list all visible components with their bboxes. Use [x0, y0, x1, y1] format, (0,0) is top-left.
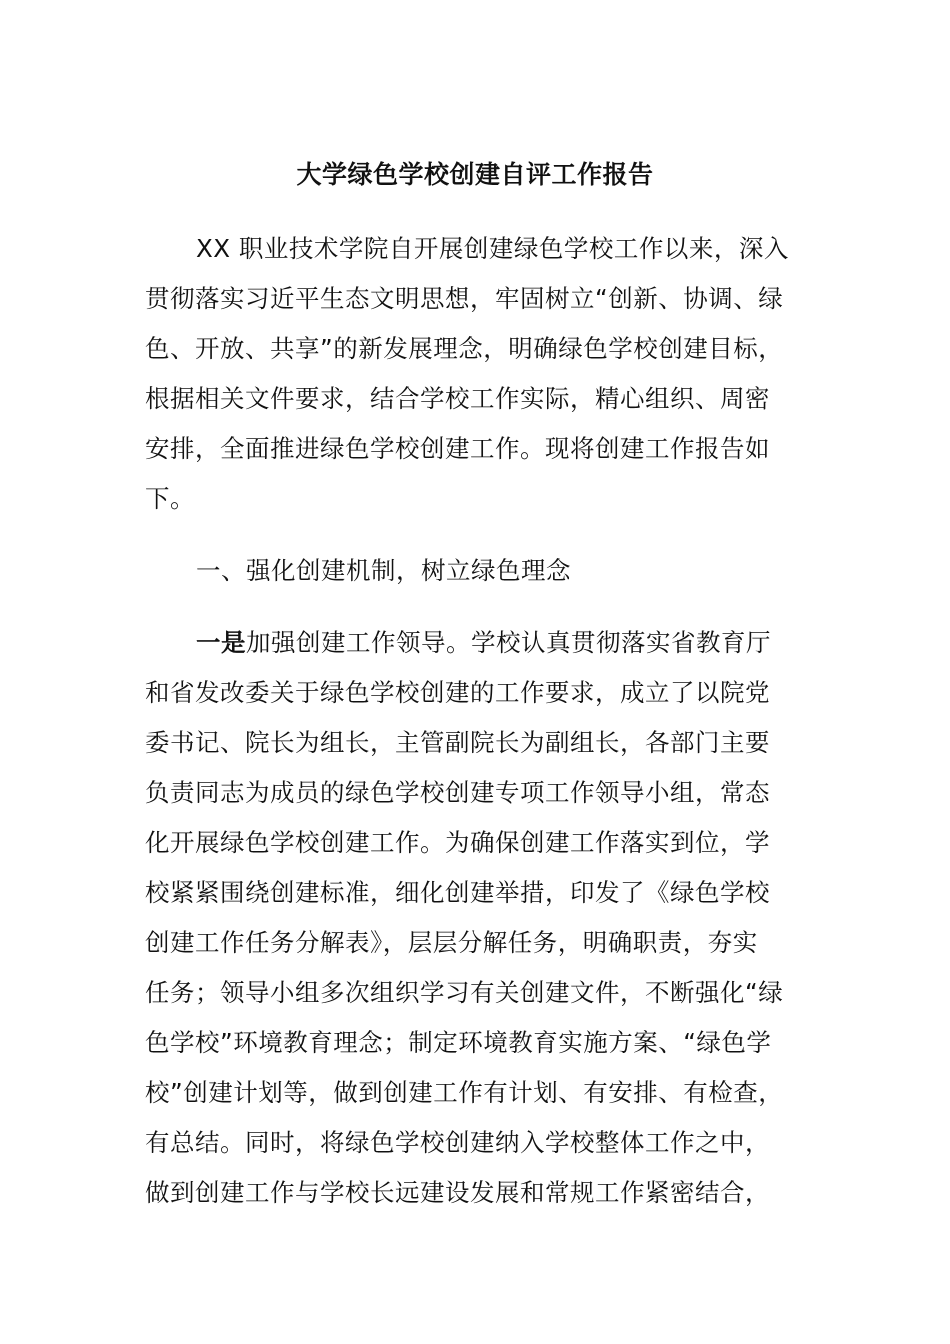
item1-line: 任务；领导小组多次组织学习有关创建文件，不断强化“绿: [145, 978, 784, 1007]
item1-lead-bold: 一是: [196, 628, 246, 657]
item1-line: 负责同志为成员的绿色学校创建专项工作领导小组，常态: [145, 778, 770, 807]
intro-line: 根据相关文件要求，结合学校工作实际，精心组织、周密: [145, 384, 770, 413]
item1-line: 有总结。同时，将绿色学校创建纳入学校整体工作之中，: [145, 1128, 770, 1157]
item1-line: 和省发改委关于绿色学校创建的工作要求，成立了以院党: [145, 678, 770, 707]
item1-line: 化开展绿色学校创建工作。为确保创建工作落实到位，学: [145, 828, 770, 857]
item1-paragraph: [145, 618, 805, 1218]
item1-line: 校”创建计划等，做到创建工作有计划、有安排、有检查，: [145, 1078, 784, 1107]
intro-line: 下。: [145, 484, 195, 513]
item1-line: 色学校”环境教育理念；制定环境教育实施方案、“绿色学: [145, 1028, 772, 1057]
section-heading: 一、强化创建机制，树立绿色理念: [196, 556, 571, 585]
section-heading-paragraph: [145, 546, 805, 596]
item1-line: 创建工作任务分解表》，层层分解任务，明确职责，夯实: [145, 928, 758, 957]
intro-line: XX 职业技术学院自开展创建绿色学校工作以来，深入: [196, 234, 789, 263]
intro-line: 安排，全面推进绿色学校创建工作。现将创建工作报告如: [145, 434, 770, 463]
intro-line: 色、开放、共享”的新发展理念，明确绿色学校创建目标，: [145, 334, 784, 363]
document-title: 大学绿色学校创建自评工作报告: [296, 160, 654, 189]
item1-first-line: [145, 618, 805, 668]
item1-first-line-text: 加强创建工作领导。学校认真贯彻落实省教育厅: [246, 628, 771, 657]
intro-line: 贯彻落实习近平生态文明思想，牢固树立“创新、协调、绿: [145, 284, 784, 313]
item1-line: 校紧紧围绕创建标准，细化创建举措，印发了《绿色学校: [145, 878, 770, 907]
intro-paragraph: [145, 224, 805, 524]
item1-line: 委书记、院长为组长，主管副院长为副组长，各部门主要: [145, 728, 770, 757]
item1-line: 做到创建工作与学校长远建设发展和常规工作紧密结合，: [145, 1178, 770, 1207]
